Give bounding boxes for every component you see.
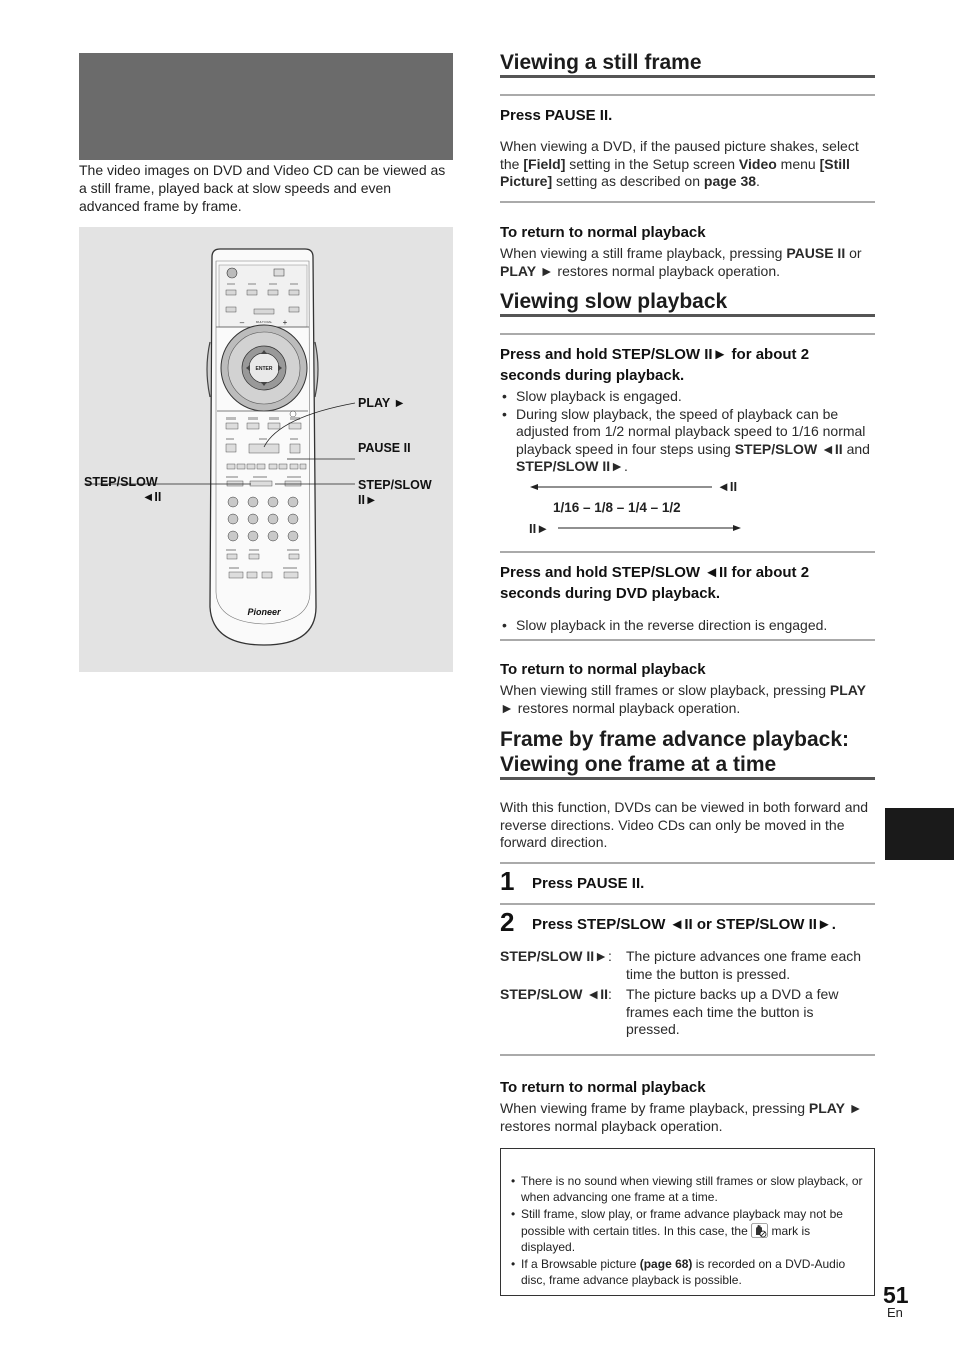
frame-return-text: restores normal playback operation. <box>500 1117 723 1134</box>
figure-label-step-slow-left-icon: ◄II <box>142 490 162 504</box>
notes-box <box>500 1148 875 1296</box>
def-2-desc: The picture backs up a DVD a few frames each time the button is pressed. <box>626 986 839 1037</box>
section-divider <box>500 94 875 96</box>
slow-bullet-text: and <box>842 440 870 457</box>
still-body-text: . <box>756 173 760 189</box>
speed-reverse-icon: ◄II <box>717 479 738 494</box>
still-body-text: setting in the Setup screen <box>565 155 739 172</box>
still-return-play: PLAY ► <box>500 262 554 279</box>
slow-return-text: When viewing still frames or slow playback, pressing <box>500 682 830 698</box>
heading-rule <box>500 777 875 780</box>
heading-rule <box>500 75 875 78</box>
remote-enter-label: ENTER <box>255 366 273 372</box>
slow-bullets <box>500 388 870 476</box>
slow-return-play: PLAY ► <box>500 682 866 716</box>
still-return-text: or <box>845 245 862 261</box>
figure-label-step-slow-right-icon: II► <box>358 493 378 507</box>
note-item-2 <box>511 1206 864 1255</box>
page-number: 51 <box>883 1282 909 1308</box>
figure-label-step-slow-right-text: STEP/SLOW <box>358 478 432 492</box>
still-body-text: setting as described on <box>552 173 704 189</box>
step-2-text: Press STEP/SLOW ◄II or STEP/SLOW II►. <box>532 916 836 933</box>
section-divider <box>500 201 875 203</box>
slow-bullet-key-forward: STEP/SLOW II► <box>516 458 624 474</box>
def-1-colon: : <box>607 948 612 964</box>
still-body-field: [Field] <box>523 155 566 172</box>
note-2-text: mark is displayed. <box>521 1223 811 1254</box>
remote-minus-label: – <box>239 318 245 327</box>
frame-return-text: When viewing frame by frame playback, pressing <box>500 1100 809 1116</box>
still-return-body <box>500 245 872 280</box>
still-body <box>500 138 870 191</box>
slow-return-body <box>500 682 872 717</box>
slow-step2-heading: Press and hold STEP/SLOW ◄II for about 2 seconds during DVD playback. <box>500 564 810 602</box>
step-2-number: 2 <box>500 907 515 937</box>
figure-label-pause: PAUSE II <box>358 441 411 455</box>
def-2-term <box>500 986 625 1004</box>
slow-return-text: restores normal playback operation. <box>513 699 741 716</box>
remote-brand-logo: Pioneer <box>247 607 281 617</box>
speed-forward-icon: II► <box>529 521 550 536</box>
heading-still-frame: Viewing a still frame <box>500 51 702 74</box>
heading-rule <box>500 314 875 317</box>
heading-frame-advance-line2: Viewing one frame at a time <box>500 753 777 776</box>
slow-bullet-reverse <box>500 617 870 635</box>
still-return-text: When viewing a still frame playback, pressing <box>500 245 787 261</box>
speed-diagram <box>500 478 875 538</box>
still-body-video: Video <box>738 155 777 172</box>
heading-frame-advance-line1: Frame by frame advance playback: <box>500 728 850 751</box>
note-item-3 <box>511 1256 864 1288</box>
note-item-1: • There is no sound when viewing still frames or slow playback, or when advancing one frame at a time. <box>511 1173 864 1205</box>
def-1-term-text: STEP/SLOW II► <box>500 948 608 964</box>
section-divider <box>500 862 875 864</box>
still-body-text: When viewing a DVD, if the paused picture shakes, select the <box>500 138 859 172</box>
notes-list <box>501 1149 874 1288</box>
still-return-pause: PAUSE II <box>786 245 846 261</box>
frame-intro: With this function, DVDs can be viewed in both forward and reverse directions. Video CDs can only be moved in the forward direction. <box>500 799 869 850</box>
note-3-text: is recorded on a DVD-Audio disc, frame advance playback is possible. <box>521 1257 846 1288</box>
still-body-text: menu <box>776 155 820 172</box>
prohibited-hand-icon <box>751 1223 768 1238</box>
figure-label-step-slow-right <box>358 478 432 508</box>
note-2-text: Still frame, slow play, or frame advance playback may not be possible with certain titles. In this case, the <box>521 1207 843 1238</box>
intro-paragraph: The video images on DVD and Video CD can be viewed as a still frame, played back at slow speeds and even advanced frame by frame. <box>79 162 446 214</box>
still-return-heading: To return to normal playback <box>500 224 706 241</box>
still-body-still-picture: [Still Picture] <box>500 155 850 189</box>
frame-return-heading: To return to normal playback <box>500 1079 706 1096</box>
slow-step1-heading: Press and hold STEP/SLOW II► for about 2 seconds during playback. <box>500 346 810 384</box>
remote-figure <box>79 227 453 672</box>
frame-return-play: PLAY ► <box>808 1100 863 1116</box>
section-divider <box>500 1054 875 1056</box>
note-3-page-ref: (page 68) <box>639 1257 693 1272</box>
slow-bullet-text: . <box>623 458 628 474</box>
section-divider <box>500 639 875 641</box>
section-divider <box>500 903 875 905</box>
section-divider <box>500 333 875 335</box>
slow-bullet-text: During slow playback, the speed of playback can be adjusted from 1/2 normal playback speed to 1/16 normal playback speed in four steps using <box>516 405 866 457</box>
figure-label-step-slow-left-text: STEP/SLOW <box>84 475 158 489</box>
section-divider <box>500 551 875 553</box>
step-1-number: 1 <box>500 866 515 896</box>
speed-scale: 1/16 – 1/8 – 1/4 – 1/2 <box>553 500 681 515</box>
heading-slow-playback: Viewing slow playback <box>500 290 728 313</box>
still-step-heading: Press PAUSE II. <box>500 107 613 124</box>
remote-plus-label: + <box>282 318 288 327</box>
slow-bullet-3: • Slow playback in the reverse direction is engaged. <box>500 617 870 635</box>
header-banner <box>79 53 453 160</box>
def-2-colon: : <box>607 986 612 1002</box>
still-body-page-ref: page 38 <box>703 173 757 189</box>
figure-label-play: PLAY ► <box>358 396 406 410</box>
still-return-text: restores normal playback operation. <box>553 262 780 279</box>
note-3-text: If a Browsable picture <box>521 1257 640 1272</box>
slow-return-heading: To return to normal playback <box>500 661 706 678</box>
page-language: En <box>887 1305 903 1320</box>
slow-bullet-1: • Slow playback is engaged. <box>500 388 870 406</box>
slow-bullet-2 <box>500 406 870 476</box>
slow-bullet-key-reverse: STEP/SLOW ◄II <box>734 440 843 457</box>
remote-multidial-label: MULTI DIAL <box>255 320 273 324</box>
step-1-text: Press PAUSE II. <box>532 875 645 892</box>
def-1-term <box>500 948 625 966</box>
def-1-desc: The picture advances one frame each time the button is pressed. <box>626 948 862 982</box>
heading-frame-advance <box>500 727 875 777</box>
chapter-side-tab <box>885 808 954 860</box>
figure-label-step-slow-left <box>84 475 161 505</box>
def-2-term-text: STEP/SLOW ◄II <box>500 986 608 1002</box>
frame-return-body <box>500 1100 872 1135</box>
